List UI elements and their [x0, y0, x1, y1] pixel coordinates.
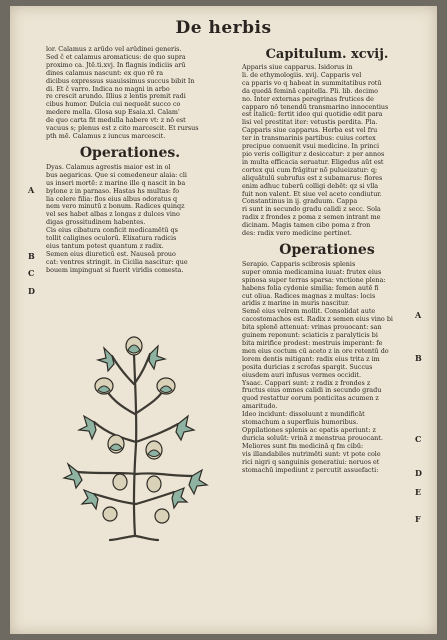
- text-line: enim adhuc tuberū colligi debēt: qz si vlla: [242, 181, 379, 190]
- text-line: cut oliua. Radices magnas z multas: locis: [242, 291, 376, 300]
- manuscript-page: [10, 6, 437, 634]
- right-operationes-heading: Operationes: [279, 241, 375, 258]
- text-line: rici nigri q sanguinis generatiui: neruos et: [242, 457, 380, 466]
- text-line: spinosa super terras sparsa: vnctione plena:: [242, 275, 386, 284]
- text-line: stomachum a superfluis humoribus.: [242, 418, 359, 427]
- text-line: super omnia medicamina iuuat: frutex eius: [242, 267, 382, 276]
- left-operationes-text: [46, 164, 214, 275]
- text-line: bouem impinguat si fuerit viridis comesta.: [46, 265, 184, 274]
- text-line: vacuus s; plenus est z cito marcescit. Et rursus: [46, 124, 199, 133]
- text-line: Constantinus in ij. graduum. Cappa: [242, 197, 358, 206]
- text-line: Sed č et calamus aromaticus: de quo supra: [46, 52, 186, 61]
- text-line: duricia soluūt: vrinā z menstrua prouocant.: [242, 433, 383, 442]
- margin-letter: B: [415, 353, 422, 363]
- text-line: vis illandabiles nutrimēti sunt: vt pote cole: [242, 449, 381, 458]
- text-line: quod restattur eorum ponticitas acumen z: [242, 394, 379, 403]
- text-line: des: radix vero medicine pertinet.: [242, 229, 352, 238]
- text-line: stomachū impediunt z percutit assuefacti:: [242, 465, 379, 474]
- text-line: guinem reponunt: sciaticis z paralyticis bi: [242, 331, 378, 340]
- text-line: lia celere filia: flos eius albus odoratus q: [46, 194, 178, 203]
- text-line: li. de ethymologiis. xvij. Capparis vel: [242, 70, 362, 79]
- plant-illustration: [50, 324, 220, 542]
- text-line: dines calamus nascunt: ex quo rē ra: [46, 68, 164, 77]
- text-line: in multa efficacia seruatur. Eligedus aūt est: [242, 157, 384, 166]
- text-line: da quedā feminā capitella. Pli. lib. decimo: [242, 86, 378, 95]
- text-line: men eius coctum cū aceto z in ore retentū do: [242, 346, 389, 355]
- margin-letter: D: [415, 468, 422, 478]
- text-line: amaritudo.: [242, 402, 278, 411]
- left-operationes-heading: Operationes.: [79, 144, 181, 161]
- text-line: dicinam. Magis tamen cibo poma z fron: [242, 221, 371, 230]
- text-line: medere mella. Glosa sup Esaia.xl. Calam': [46, 108, 180, 117]
- text-line: us inseri mortē: z marine ille q nascit in ba: [46, 178, 186, 187]
- text-line: Serapio. Capparis scibrosis splenis: [242, 259, 356, 268]
- text-line: digas grossitudinem habentes.: [46, 218, 146, 227]
- text-line: re crescit arundo. Illius z lentis premit radi: [46, 92, 186, 101]
- text-line: tollit caligines oculorū. Elixatura radicis: [46, 234, 177, 243]
- text-line: bylone z in parnaso. Hastas hs multas: fo: [46, 186, 180, 195]
- margin-letter: A: [415, 310, 422, 320]
- text-line: aridis z marine in muris nascitur.: [242, 299, 350, 308]
- text-line: cibus humor. Dulcia cui nequeāt succo co: [46, 100, 181, 109]
- text-line: pth mē. Calamus z iuncus marcescit.: [46, 131, 166, 140]
- text-line: Oppilationes splenis ac epatis aperiunt: z: [242, 425, 376, 434]
- text-line: bita mirifice prodest: mestruis imperant: fe: [242, 339, 383, 347]
- text-line: Semē eius velrem mollit. Consolidat aute: [242, 307, 376, 316]
- text-line: ter in transmarinis partibus: cuius cortex: [242, 134, 376, 143]
- text-line: di. Et č varro. Indica no magni in arbo: [46, 84, 170, 93]
- right-operationes-text: [242, 261, 412, 474]
- text-line: radix z frondes z poma z semen intrant me: [242, 213, 381, 222]
- left-intro-text: [46, 46, 214, 141]
- text-line: Dyas. Calamus agrestis maior est in ol: [46, 162, 171, 171]
- text-line: Cis eius cibatura conficit medicamētū qs: [46, 226, 178, 235]
- text-line: Ideo incidunt: dissoluunt z mundificāt: [242, 410, 365, 419]
- text-line: eius tantum potest quantum z radix.: [46, 241, 164, 250]
- text-line: lorem dentis mitigant: radix eius trita z im: [242, 354, 380, 363]
- margin-letter: F: [415, 514, 421, 524]
- text-line: cortex qui cum frāgitur nō pulueizatur: q;: [242, 165, 378, 174]
- text-line: aliquātulū subrufus est z subamarus: flores: [242, 173, 383, 182]
- text-line: bita splenē attenuat: vrinas prouocant: san: [242, 323, 382, 332]
- page-header-title: De herbis: [175, 18, 272, 38]
- text-line: ri sunt in secundo gradu calidi z secc. Sola: [242, 205, 381, 214]
- text-line: nem vero minutū z bonum. Radices quinqz: [46, 202, 185, 211]
- text-line: est italicū: fertit ideo qui quotidie edit para: [242, 110, 383, 119]
- margin-letter: C: [415, 434, 422, 444]
- text-line: pio veris colligitur z desiccatur: z per annos: [242, 149, 385, 158]
- text-line: bus aegaricas. Que si comedeneur alaia: cli: [46, 170, 187, 179]
- text-line: lisi vel prestitat iter: vetustis perdita. Pla.: [242, 118, 378, 127]
- margin-letter: A: [28, 185, 35, 195]
- margin-letter: C: [28, 268, 35, 278]
- text-line: Meliores sunt fm medicinā q fm cibū:: [242, 441, 364, 450]
- text-line: capparo nō tenendū transmarino innocentius: [242, 102, 389, 111]
- margin-letter: B: [28, 251, 35, 261]
- text-line: posita duricias z scrofas spargit. Succus: [242, 362, 373, 371]
- caper-plant-woodcut: [50, 324, 220, 542]
- left-text-column: [46, 46, 214, 275]
- text-line: lor. Calamus z arūdo vel arūdinei generis.: [46, 45, 182, 53]
- text-line: eiusdem auri infusus vermes occidit.: [242, 370, 361, 379]
- text-line: de quo carta fit medulla habere vt: z nō est: [46, 116, 186, 125]
- margin-letter: D: [28, 286, 35, 296]
- text-line: habens folia cydonie similia: femen autē fi: [242, 283, 379, 292]
- text-line: ca pparis vo q habeat in summitatibus rotū: [242, 78, 382, 87]
- text-line: Apparis siue capparus. Isidorus in: [242, 63, 353, 71]
- text-line: Semen eius diureticū est. Nauseā prouo: [46, 249, 176, 258]
- text-line: fuit non valent. Et siue vel aceto condiutur.: [242, 189, 382, 198]
- text-line: cacostomachos est. Radix z semen eius vino bi: [242, 315, 393, 324]
- text-line: Ysaac. Cappari sunt: z radix z frondes z: [242, 378, 371, 387]
- text-line: dicibus expressus suauissimus succus bibit In: [46, 76, 195, 85]
- chapter-heading: Capitulum. xcvij.: [265, 47, 389, 62]
- margin-letter: E: [415, 487, 422, 497]
- text-line: Capparis siue capparus. Herba est vel fru: [242, 126, 378, 135]
- text-line: cat: ventres stringit. in Cicilia nascitur: que: [46, 257, 188, 266]
- text-line: vel ses habet albas z longas z dulces vino: [46, 210, 180, 219]
- text-line: fructus eius omnes calidi in secundo gradu: [242, 386, 382, 395]
- right-text-column: [242, 46, 412, 474]
- text-line: no. Inter externas peregrinas frutices de: [242, 94, 374, 103]
- text-line: proximo ca. Jtē.ti.xvj. In flagnis indiciis arū: [46, 60, 186, 69]
- chapter-text: [242, 64, 412, 238]
- text-line: precipue conuenit vsui medicine. In princi: [242, 142, 380, 151]
